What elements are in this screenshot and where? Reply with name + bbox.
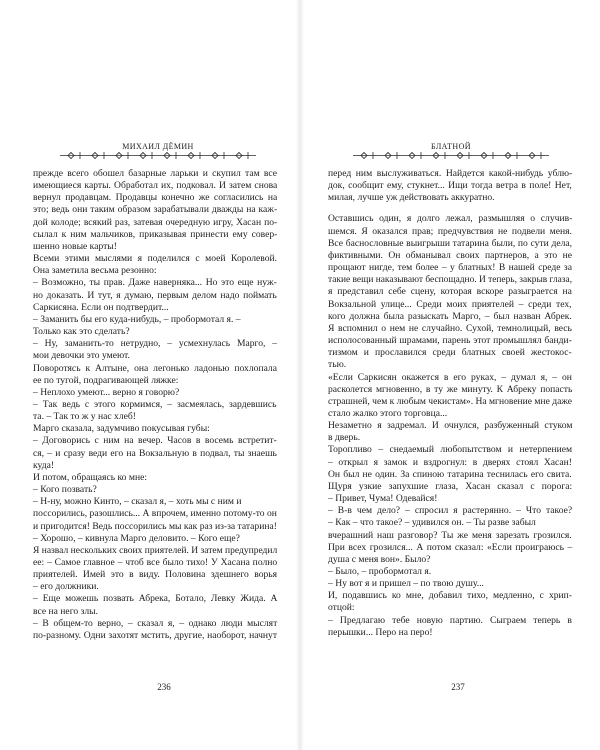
text-line: исполосованный шрамами, парень этот промышлял банди- [328,335,572,347]
text-line: ся, – и сразу веди его на Вокзальную в подвал, ты знаешь [33,447,277,459]
text-line: вернул продавцам. Продавцы конечно же согласились на [33,192,278,204]
left-page-text [33,168,277,642]
text-line: кого должна была разыскать Марго, – был назван Абрек. [328,310,572,322]
text-line: «Если Саркисян окажется в его руках, – думал я, – он [328,371,572,383]
text-line: – Привет, Чума! Одевайся! [328,493,438,505]
text-line: вчерашний наш разговор? Ты же меня зарезать грозился. [328,529,572,541]
text-line: та. – Так то ж у нас хлеб! [33,411,136,423]
text-line: – Ну вот я и пришел – по твою душу... [328,578,484,590]
text-line: шемся. Я оказался прав; предчувствия не подвели меня. [328,225,572,237]
ornament-rule-right-icon [351,151,551,160]
text-line: имеющиеся карты. Обработал их, подковал. И затем снова [33,180,278,192]
text-line: – Заманить бы его куда-нибудь, – пробормотал я. – [33,313,241,325]
text-line: – Хорошо, – кивнула Марго деловито. – Кого еще? [33,532,240,544]
text-line: фиктивными. Он обманывал своих партнеров, а это не [328,249,572,261]
text-line: – Возможно, ты прав. Даже наверняка... Но это еще нуж- [33,277,277,289]
text-line: Саркисяна. Если он подтвердит... [33,301,169,313]
text-line: – Договорись с ним на вечер. Часов в восемь встретит- [33,435,277,447]
text-line: дой колоде; всякий раз, затевая очередную игру, Хасан по- [33,216,278,228]
text-line: Торопливо – снедаемый любопытством и нетерпением [328,444,573,456]
text-line: Поворотясь к Алтыне, она легонько ладонью похлопала [33,362,277,374]
ornament-rule-left-icon [58,151,258,160]
text-line: Оставшись один, я долго лежал, размышляя о случив- [328,213,573,225]
text-line: отцой: [328,602,355,614]
text-line: Все баснословные выигрыши татарина были, по сути дела, [328,237,573,249]
text-line: Незаметно я задремал. И очнулся, разбуженный стуком [328,420,573,432]
text-line: – Было, – пробормотал я. [328,566,432,577]
text-line: куда! [33,459,55,471]
text-line: – Ну, заманить-то нетрудно, – усмехнулась Марго, – [33,338,278,350]
text-line: перышки... Перо на перо! [328,626,433,638]
text-line: страшней, чем к любым чекистам». На мгновение мне даже [328,395,573,407]
text-line: перед ним выслуживаться. Найдется какой-нибудь ублю- [328,168,573,179]
text-line: сылал к ним мальчиков, приказывая принести ему совер- [33,228,278,240]
text-line: – В-в чем дело? – спросил я растерянно. – Что такое? [328,505,573,517]
text-line: – Кого позвать? [33,484,97,496]
text-line: стало жалко этого торговца... [328,407,448,419]
text-line: душа с меня вон». Было? [328,553,431,565]
text-line: расколется мгновенно, в ту же минуту. К Абреку попасть [328,383,573,395]
text-line: в дверь. [328,432,361,444]
text-line: тью. [328,359,347,371]
text-line: такие вещи наказывают беспощадно. И теперь, закрыв глаза, [328,274,573,286]
text-line: но доказать. И тут, я думаю, первым делом надо поймать [33,289,277,301]
text-line: все на него злы. [33,605,99,617]
text-line: И потом, обращаясь ко мне: [33,471,148,483]
text-line: – Еще можешь позвать Абрека, Ботало, Левку Жида. А [33,593,278,605]
left-page [0,0,296,750]
text-line: Я назвал нескольких своих приятелей. И затем предупредил [33,544,278,556]
text-line: тизмом и прославился среди блатных своей жестокос- [328,347,572,359]
text-line: Только как это сделать? [33,326,130,338]
text-line: ее по тугой, подрагивающей ляжке: [33,374,179,386]
text-line: – его должники. [33,581,99,593]
running-head-left: МИХАИЛ ДЁМИН [122,142,194,151]
text-line: – открыл я замок и вздрогнул: в дверях стоял Хасан! [328,456,572,468]
text-line: Она заметила весьма резонно: [33,265,157,277]
text-line: прощают нигде, тем более – у блатных! В нашей среде за [328,262,572,274]
text-line [328,204,572,213]
page-number-left: 236 [157,682,171,692]
text-line: это; ведь они таким образом зарабатывали дважды на каж- [33,204,278,216]
text-line: – В общем-то верно, – сказал я, – однако люди мыслят [33,617,278,629]
text-line: Всеми этими мыслями я поделился с моей Королевой. [33,253,278,265]
running-head-right: БЛАТНОЙ [431,142,471,151]
text-line: прежде всего обошел базарные ларьки и скупил там все [33,168,278,179]
text-line: Он был не один. За спиною татарина теснилась его свита. [328,468,572,480]
text-line: мои девочки это умеют. [33,350,130,362]
text-line: док, сообщит ему, стукнет... Ищи тогда ветра в поле! Нет, [328,180,572,192]
text-line: я представил себе сцену, которая вскоре разыграется на [328,286,572,298]
page-number-right: 237 [451,682,465,692]
right-page [304,0,600,750]
text-line: Я вспомнил о нем не случайно. Сухой, темнолицый, весь [328,322,572,334]
text-line: – Так ведь с этого кормимся, – засмеялась, зардевшись [33,398,277,410]
text-line: ее: – Самое главное – чтоб все было тихо! У Хасана полно [33,557,278,568]
text-line: – Неплохо умеют... верно я говорю? [33,386,180,398]
text-line: Марго сказала, задумчиво покусывая губы: [33,423,210,435]
text-line: И, подавшись ко мне, добавил тихо, медленно, с хрип- [328,590,572,602]
text-line: – Н-ну, можно Кинто, – сказал я, – хоть мы с ним и [33,496,242,508]
book-gutter [296,0,304,750]
text-line: При всех грозился... А потом сказал: «Если проиграюсь – [328,541,573,553]
text-line: приятелей. Имей это в виду. Половина здешнего ворья [33,569,278,581]
text-line: – Предлагаю тебе новую партию. Сыграем теперь в [328,614,572,626]
text-line: поссорились, разошлись... А впрочем, именно потому-то он [33,508,277,520]
text-line: шенно новые карты! [33,240,117,252]
right-page-text [328,168,572,639]
text-line: – Как – что такое? – удивился он. – Ты разве забыл [328,517,536,529]
text-line: милая, лучше уж действовать аккуратно. [328,192,495,204]
text-line: Вокзальной улице... Среди моих приятелей – среди тех, [328,298,572,310]
text-line: и пригодится! Ведь поссорились мы как раз из-за татарина! [33,520,277,532]
text-line: по-разному. Одни захотят мстить, другие, наоборот, начнут [33,629,278,641]
text-line: Щуря узкие запухшие глаза, Хасан сказал с порога: [328,480,573,492]
